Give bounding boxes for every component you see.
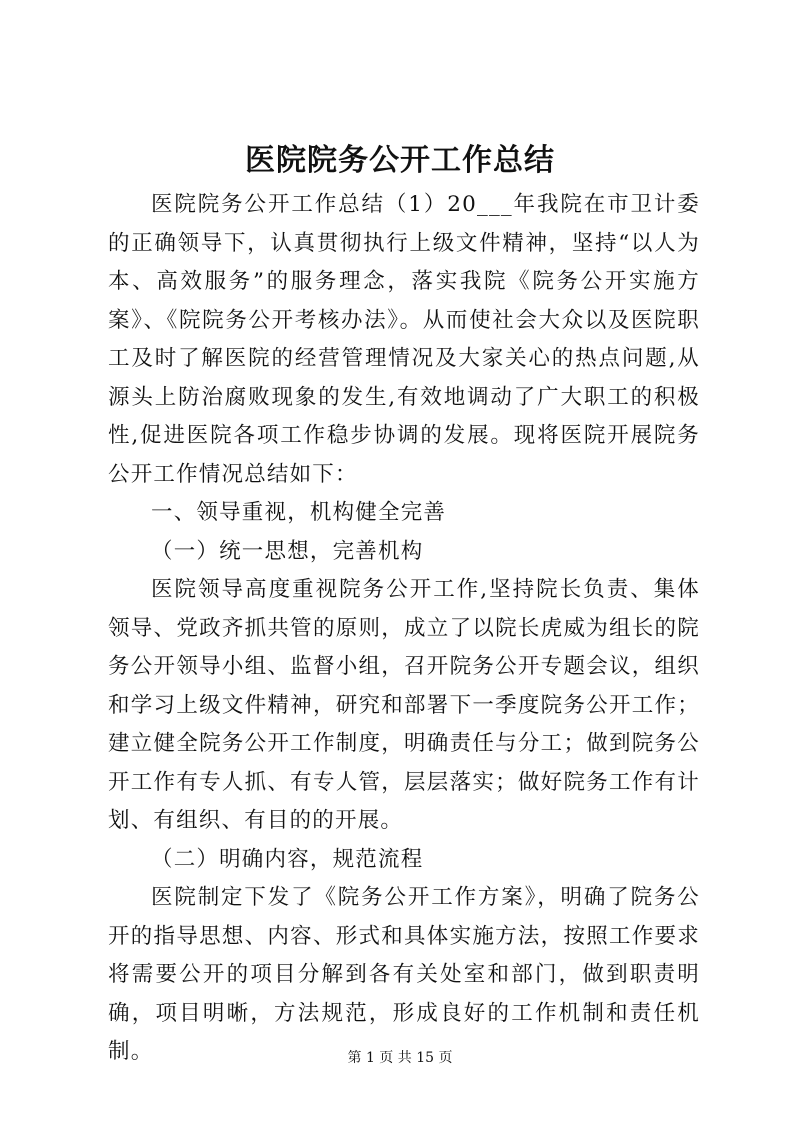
paragraph-content-process: 医院制定下发了《院务公开工作方案》，明确了院务公开的指导思想、内容、形式和具体实施方法，按照工作要求将需要公开的项目分解到各有关处室和部门，做到职责明确，项目明晰，方法规范，形成良好的工作机制和责任机制。: [108, 885, 700, 1064]
document-body: [108, 186, 700, 1072]
section-heading-1: 一、领导重视，机构健全完善: [151, 500, 447, 525]
paragraph-leadership: 医院领导高度重视院务公开工作,坚持院长负责、集体领导、党政齐抓共管的原则，成立了以院长虎威为组长的院务公开领导小组、监督小组，召开院务公开专题会议，组织和学习上级文件精神，研究和部署下一季度院务公开工作；建立健全院务公开工作制度，明确责任与分工；做到院务公开工作有专人抓、有专人管，层层落实；做好院务工作有计划、有组织、有目的的开展。: [108, 577, 700, 833]
subsection-heading-2: （二）明确内容，规范流程: [151, 846, 424, 872]
document-title: 医院院务公开工作总结: [245, 143, 555, 178]
page-number-footer: 第 1 页 共 15 页: [347, 1050, 453, 1066]
paragraph-intro: 医院院务公开工作总结（1）20___年我院在市卫计委的正确领导下，认真贯彻执行上级文件精神，坚持“以人为本、高效服务”的服务理念，落实我院《院务公开实施方案》、《院院务公开考核办法》。从而使社会大众以及医院职工及时了解医院的经营管理情况及大家关心的热点问题,从源头上防治腐败现象的发生,有效地调动了广大职工的积极性,促进医院各项工作稳步协调的发展。现将医院开展院务公开工作情况总结如下：: [108, 192, 700, 487]
subsection-heading-1: （一）统一思想，完善机构: [151, 538, 424, 564]
